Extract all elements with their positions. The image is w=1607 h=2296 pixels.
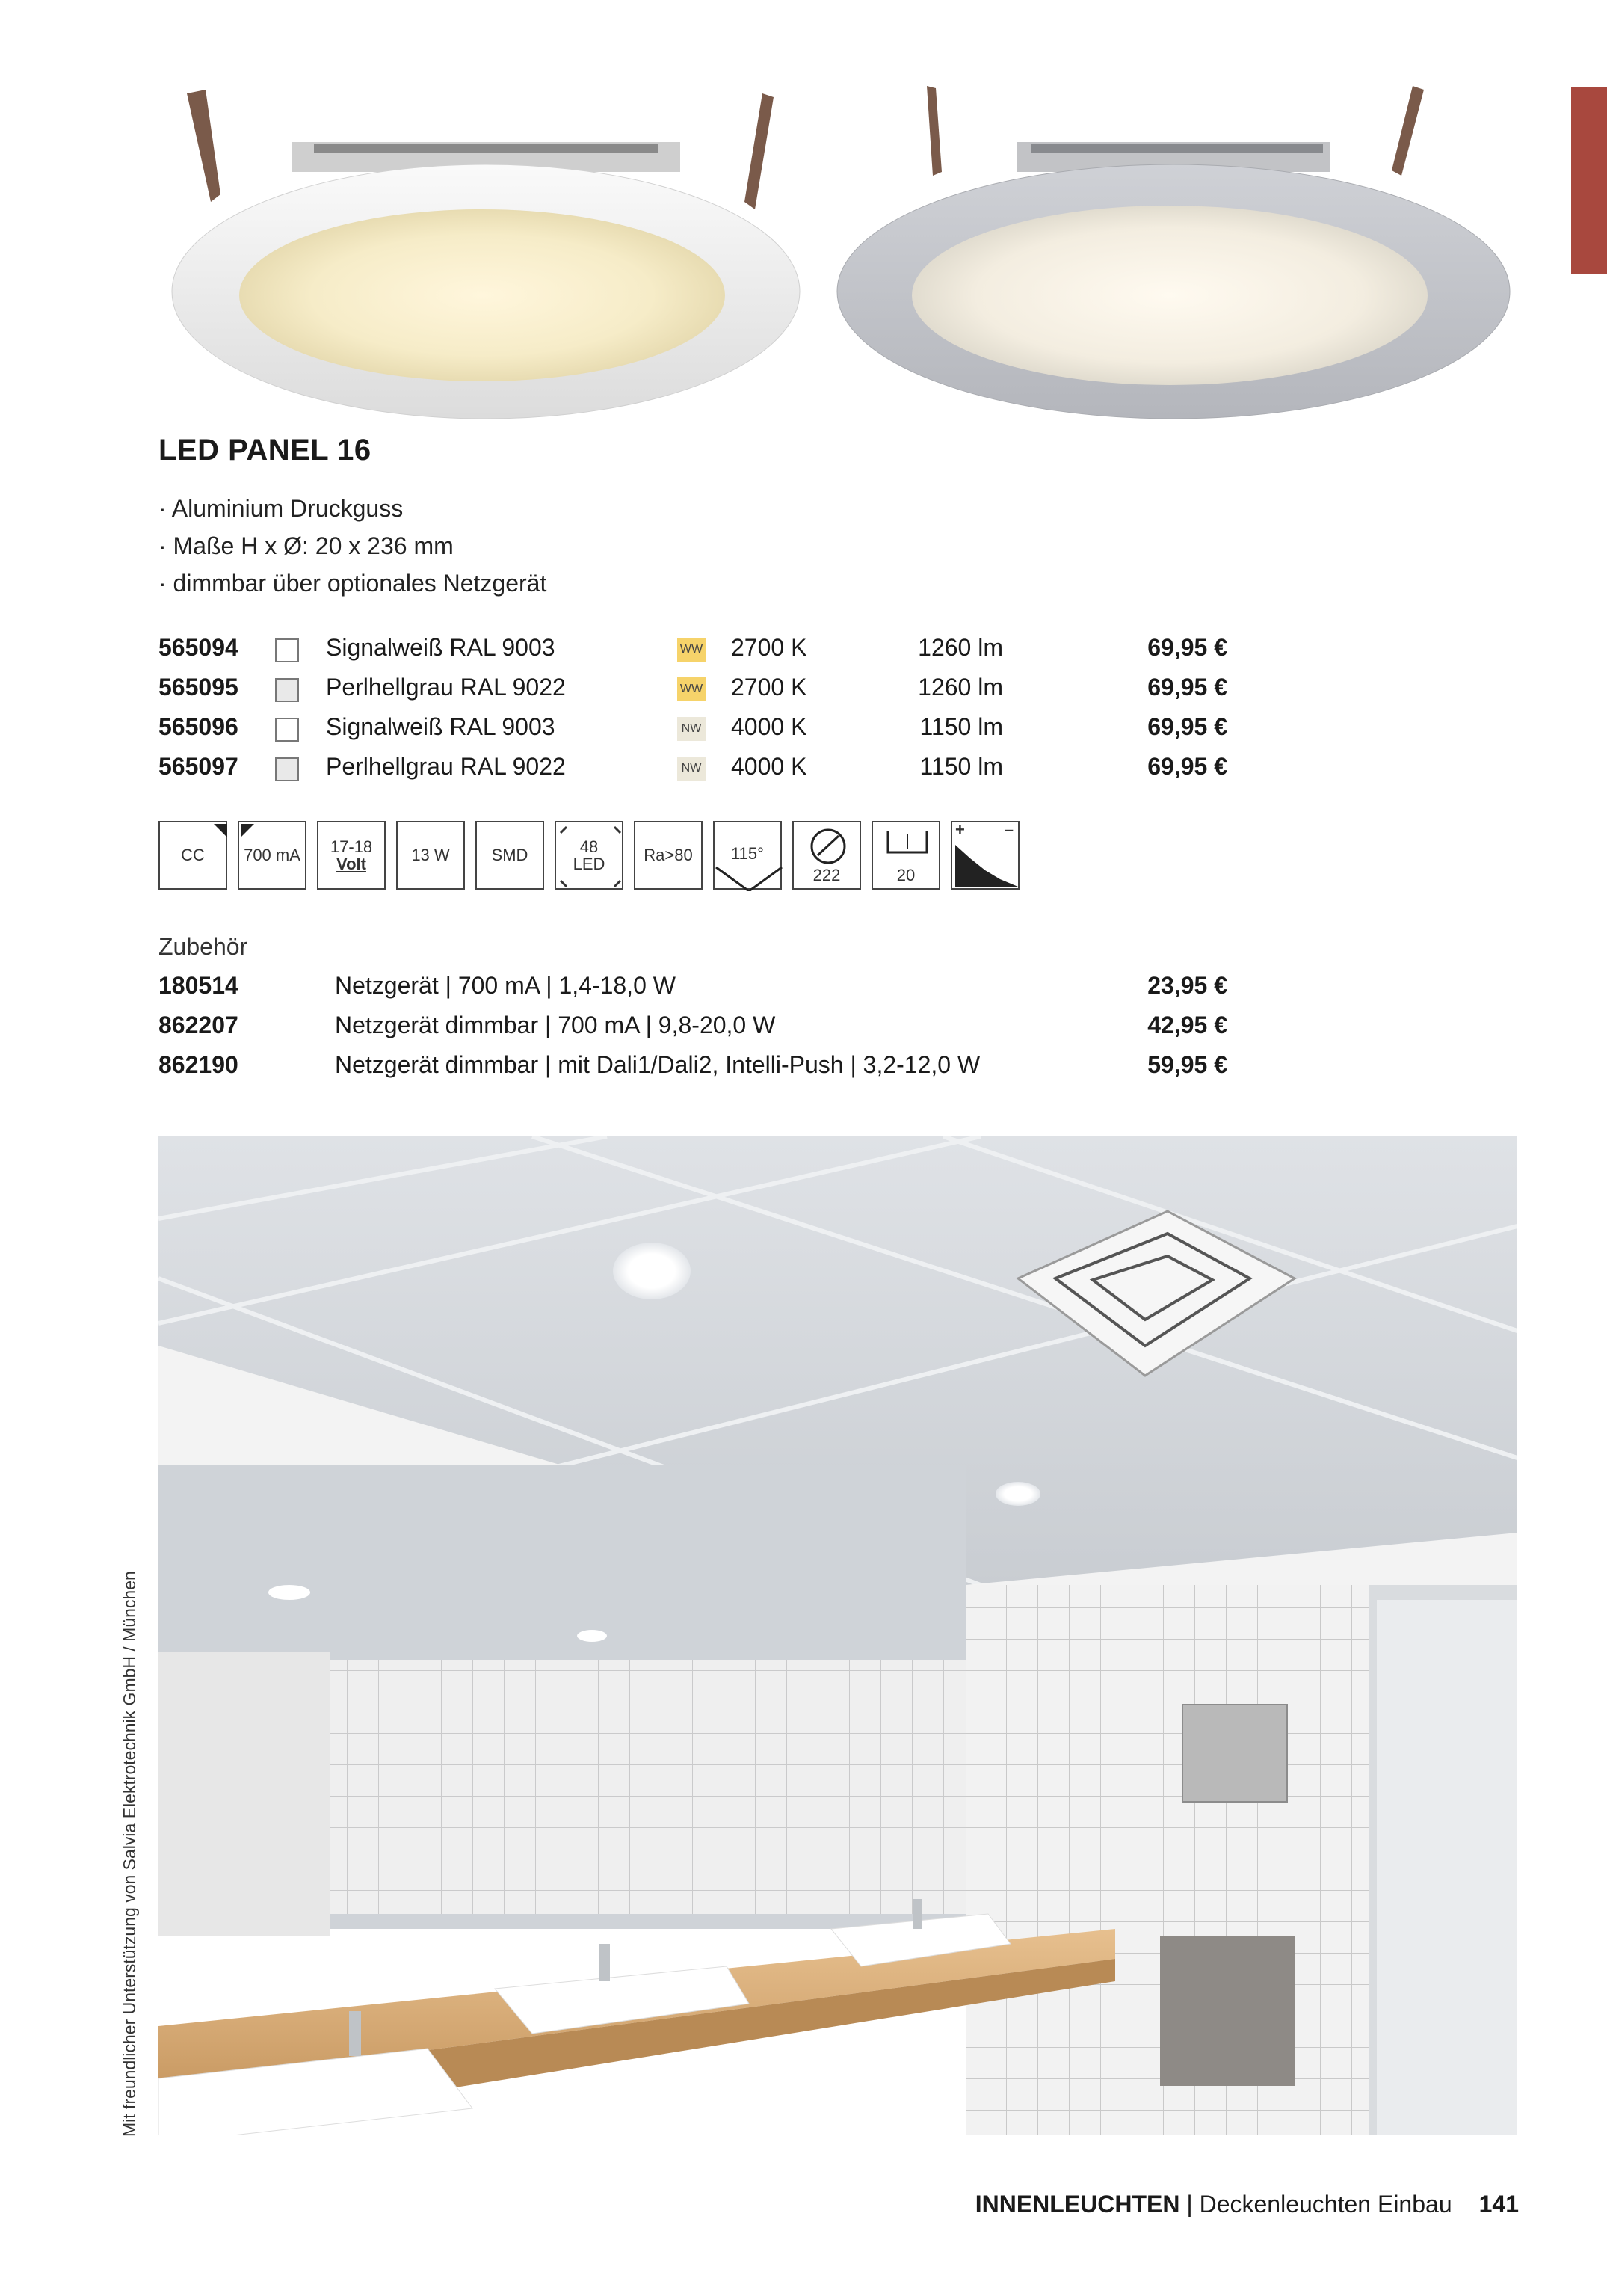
color-swatch: [275, 678, 299, 702]
current-icon: [238, 821, 306, 890]
accessory-row: [158, 1012, 1235, 1050]
price: 69,95 €: [1147, 753, 1227, 780]
photo-credit: Mit freundlicher Unterstützung von Salvia Elektrotechnik GmbH / München: [120, 1571, 139, 2137]
smd-label: SMD: [491, 846, 528, 865]
cutout-label: 222: [812, 865, 841, 884]
page-number: 141: [1478, 2191, 1519, 2217]
application-photo: [158, 1136, 1517, 2135]
feature-item: · dimmbar über optionales Netzgerät: [158, 570, 546, 597]
cutout-diameter-icon: [792, 821, 861, 890]
page-footer: [942, 2191, 1519, 2218]
color-temperature: 4000 K: [731, 713, 807, 740]
article-number: 565097: [158, 753, 238, 780]
voltage-label: 17-18: [330, 837, 373, 856]
color-name: Perlhellgrau RAL 9022: [326, 674, 566, 701]
dim-minus: –: [1004, 820, 1014, 839]
color-name: Signalweiß RAL 9003: [326, 713, 555, 740]
accessories-heading: Zubehör: [158, 933, 248, 960]
beam-angle-label: 115°: [731, 844, 764, 863]
current-label: 700 mA: [244, 846, 300, 865]
article-number: 565094: [158, 634, 238, 661]
voltage-icon: [317, 821, 386, 890]
price: 69,95 €: [1147, 634, 1227, 661]
light-color-badge: NW: [677, 717, 706, 741]
luminous-flux: 1260 lm: [918, 634, 1003, 661]
light-color-badge: WW: [677, 677, 706, 701]
feature-item: · Aluminium Druckguss: [158, 495, 403, 523]
voltage-unit: Volt: [336, 855, 366, 873]
accessory-row: [158, 972, 1235, 1011]
variant-row: [158, 753, 1235, 792]
luminous-flux: 1150 lm: [919, 713, 1003, 740]
price: 42,95 €: [1147, 1012, 1227, 1038]
cri-label: Ra>80: [644, 846, 693, 865]
color-temperature: 2700 K: [731, 674, 807, 701]
color-swatch: [275, 718, 299, 742]
article-number: 180514: [158, 972, 238, 999]
price: 69,95 €: [1147, 674, 1227, 701]
light-color-badge: NW: [677, 757, 706, 781]
color-swatch: [275, 757, 299, 781]
variant-row: [158, 674, 1235, 713]
article-number: 565096: [158, 713, 238, 740]
cc-icon: [158, 821, 227, 890]
dimmable-icon: [951, 821, 1020, 890]
footer-section: INNENLEUCHTEN: [975, 2191, 1180, 2217]
luminous-flux: 1150 lm: [919, 753, 1003, 780]
price: 23,95 €: [1147, 972, 1227, 999]
chapter-tab: [1571, 87, 1607, 274]
variant-row: [158, 634, 1235, 673]
beam-angle-icon: [713, 821, 782, 890]
price: 59,95 €: [1147, 1051, 1227, 1078]
led-count-label: 48: [579, 837, 599, 856]
product-photo-grey: [830, 82, 1517, 434]
price: 69,95 €: [1147, 713, 1227, 740]
color-name: Perlhellgrau RAL 9022: [326, 753, 566, 780]
depth-label: 20: [896, 865, 916, 884]
dim-plus: +: [955, 820, 965, 839]
luminous-flux: 1260 lm: [918, 674, 1003, 701]
color-name: Signalweiß RAL 9003: [326, 634, 555, 661]
variant-row: [158, 713, 1235, 752]
accessory-description: Netzgerät dimmbar | 700 mA | 9,8-20,0 W: [335, 1012, 776, 1038]
product-photo-white: [164, 82, 815, 434]
power-label: 13 W: [411, 846, 450, 865]
color-temperature: 2700 K: [731, 634, 807, 661]
product-title: LED PANEL 16: [158, 434, 371, 467]
led-label: LED: [573, 855, 605, 873]
power-icon: [396, 821, 465, 890]
cc-label: CC: [181, 846, 205, 865]
footer-subsection: | Deckenleuchten Einbau: [1179, 2191, 1452, 2217]
smd-icon: [475, 821, 544, 890]
color-swatch: [275, 638, 299, 662]
light-color-badge: WW: [677, 638, 706, 662]
feature-item: · Maße H x Ø: 20 x 236 mm: [158, 532, 454, 560]
article-number: 862190: [158, 1051, 238, 1078]
accessory-row: [158, 1051, 1235, 1090]
color-temperature: 4000 K: [731, 753, 807, 780]
led-count-icon: [555, 821, 623, 890]
accessory-description: Netzgerät | 700 mA | 1,4-18,0 W: [335, 972, 676, 999]
article-number: 862207: [158, 1012, 238, 1038]
installation-depth-icon: [872, 821, 940, 890]
article-number: 565095: [158, 674, 238, 701]
accessory-description: Netzgerät dimmbar | mit Dali1/Dali2, Intelli-Push | 3,2-12,0 W: [335, 1051, 981, 1078]
cri-icon: [634, 821, 703, 890]
